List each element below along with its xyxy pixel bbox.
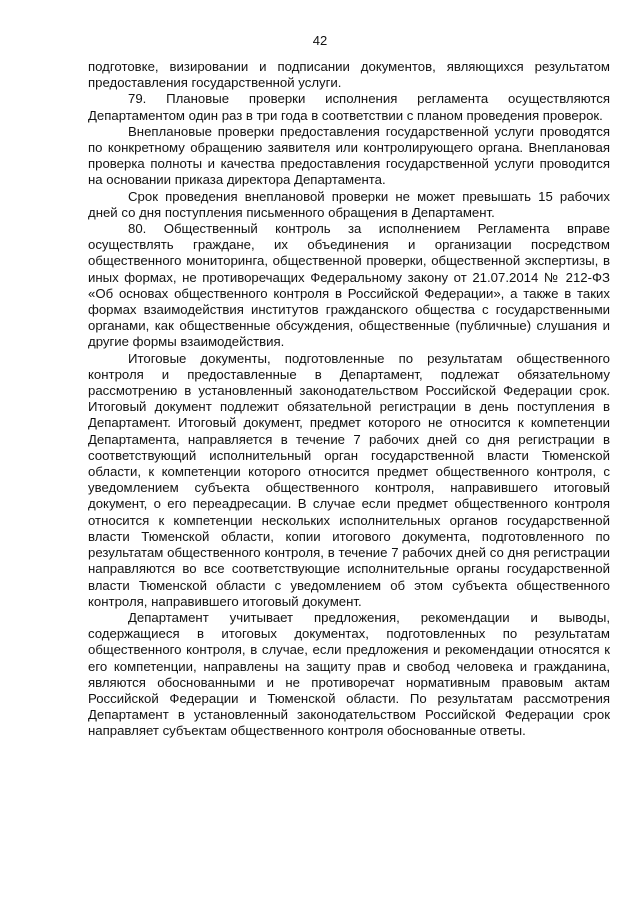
paragraph-inspection-term: Срок проведения внеплановой проверки не может превышать 15 рабочих дней со дня поступления письменного обращения в Департамент. (88, 188, 610, 220)
document-body (88, 59, 610, 740)
paragraph-unscheduled-inspections: Внеплановые проверки предоставления государственной услуги проводятся по конкретному обращению заявителя или контролирующего органа. Внеплановая проверка полноты и качества предоставления государственной услуги проводится на основании приказа директора Департамента. (88, 123, 610, 188)
paragraph-79-planned-inspections: 79. Плановые проверки исполнения регламента осуществляются Департаментом один раз в три года в соответствии с планом проведения проверок. (88, 91, 610, 123)
paragraph-80-public-control: 80. Общественный контроль за исполнением Регламента вправе осуществлять граждане, их объединения и организации посредством общественного мониторинга, общественной проверки, общественной экспертизы, в иных формах, не противоречащих Федеральному закону от 21.07.2014 № 212-ФЗ «Об основах общественного контроля в Российской Федерации», а также в таких формах взаимодействия институтов гражданского общества с государственными органами, как общественные обсуждения, общественные (публичные) слушания и другие формы взаимодействия. (88, 221, 610, 350)
page-number: 42 (312, 33, 328, 48)
paragraph-department-review: Департамент учитывает предложения, рекомендации и выводы, содержащиеся в итоговых документах, подготовленных по результатам общественного контроля, в случае, если предложения и рекомендации относятся к его компетенции, направлены на защиту прав и свобод человека и гражданина, являются обоснованными и не противоречат нормативным правовым актам Российской Федерации и Тюменской области. По результатам рассмотрения Департамент в установленный законодательством Российской Федерации срок направляет субъектам общественного контроля обоснованные ответы. (88, 609, 610, 739)
paragraph-final-documents: Итоговые документы, подготовленные по результатам общественного контроля и предоставленные в Департамент, подлежат обязательному рассмотрению в установленный законодательством Российской Федерации срок. Итоговый документ подлежит обязательной регистрации в день поступления в Департамент. Итоговый документ, предмет которого не относится к компетенции Департамента, направляется в течение 7 рабочих дней со дня регистрации в соответствующий исполнительный орган государственной власти Тюменской области, к компетенции которого относится предмет общественного контроля, с уведомлением субъекта общественного контроля, направившего итоговый документ, о его переадресации. В случае если предмет общественного контроля относится к компетенции нескольких исполнительных органов государственной власти Тюменской области, копии итогового документа, подготовленного по результатам общественного контроля, в течение 7 рабочих дней со дня регистрации направляются во все соответствующие исполнительные органы государственной власти Тюменской области с уведомлением об этом субъекта общественного контроля, направившего итоговый документ. (88, 350, 610, 609)
paragraph-continuation: подготовке, визировании и подписании документов, являющихся результатом предоставления государственной услуги. (88, 59, 610, 91)
